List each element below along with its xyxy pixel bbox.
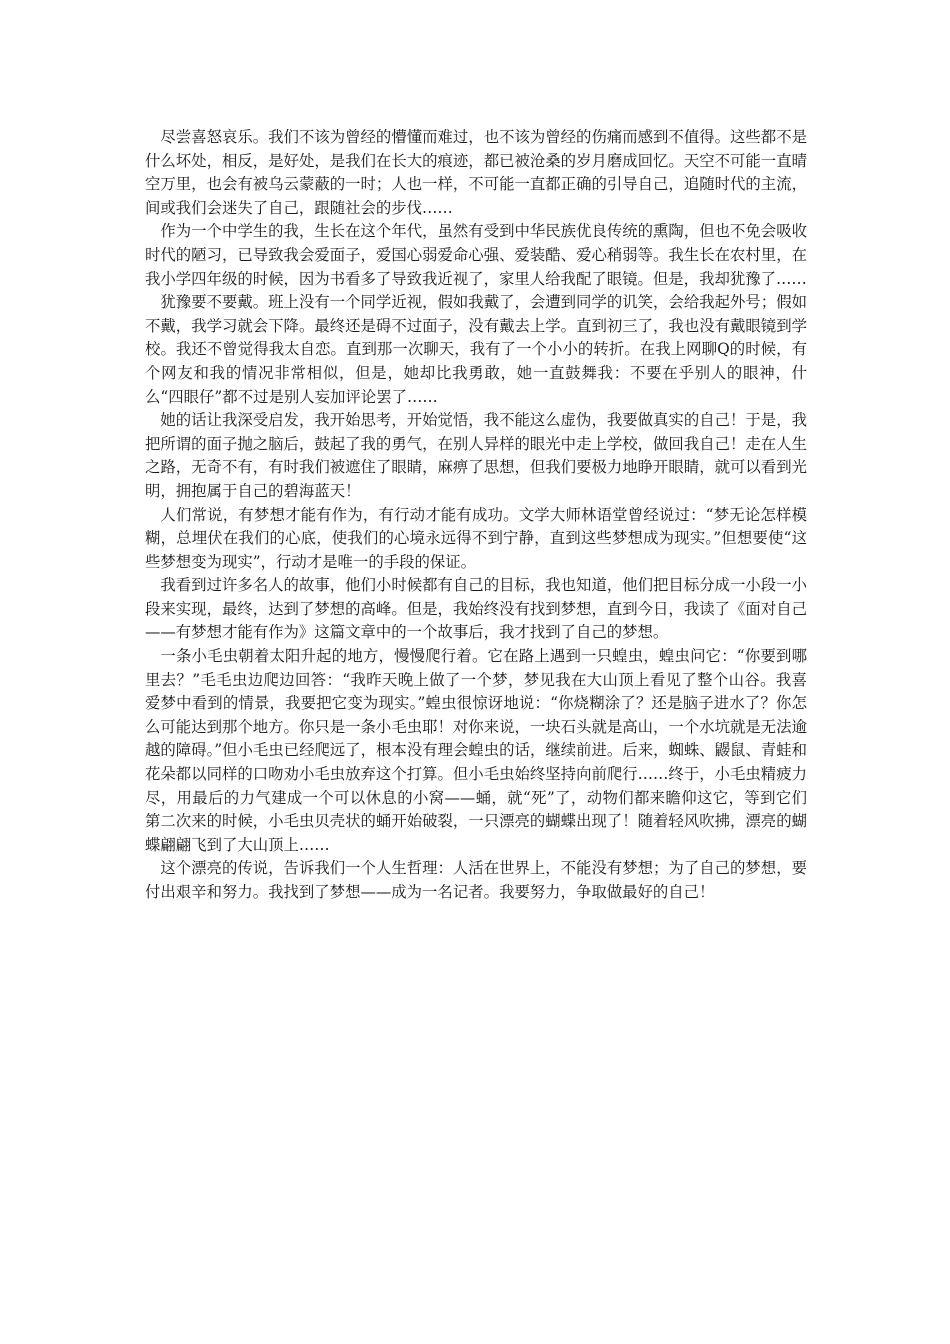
document-body xyxy=(145,126,807,905)
paragraph-3: 犹豫要不要戴。班上没有一个同学近视，假如我戴了，会遭到同学的讥笑，会给我起外号；假如不戴，我学习就会下降。最终还是碍不过面子，没有戴去上学。直到初三了，我也没有戴眼镜到学校。我还不曾觉得我太自恋。直到那一次聊天，我有了一个小小的转折。在我上网聊Q的时候，有个网友和我的情况非常相似，但是，她却比我勇敢，她一直鼓舞我：不要在乎别人的眼神，什么“四眼仔”都不过是别人妄加评论罢了…… xyxy=(145,293,807,406)
paragraph-7: 一条小毛虫朝着太阳升起的地方，慢慢爬行着。它在路上遇到一只蝗虫，蝗虫问它：“你要到哪里去？”毛毛虫边爬边回答：“我昨天晚上做了一个梦，梦见我在大山顶上看见了整个山谷。我喜爱梦中看到的情景，我要把它变为现实。”蝗虫很惊讶地说：“你烧糊涂了？还是脑子进水了？你怎么可能达到那个地方。你只是一条小毛虫耶！对你来说，一块石头就是高山，一个水坑就是无法逾越的障碍。”但小毛虫已经爬远了，根本没有理会蝗虫的话，继续前进。后来，蜘蛛、鼹鼠、青蛙和花朵都以同样的口吻劝小毛虫放弃这个打算。但小毛虫始终坚持向前爬行……终于，小毛虫精疲力尽，用最后的力气建成一个可以休息的小窝——蛹，就“死”了，动物们都来瞻仰这它，等到它们第二次来的时候，小毛虫贝壳状的蛹开始破裂，一只漂亮的蝴蝶出现了！随着轻风吹拂，漂亮的蝴蝶翩翩飞到了大山顶上…… xyxy=(145,647,807,854)
paragraph-6: 我看到过许多名人的故事，他们小时候都有自己的目标，我也知道，他们把目标分成一小段一小段来实现，最终，达到了梦想的高峰。但是，我始终没有找到梦想，直到今日，我读了《面对自己——有梦想才能有作为》这篇文章中的一个故事后，我才找到了自己的梦想。 xyxy=(145,576,807,642)
paragraph-2: 作为一个中学生的我，生长在这个年代，虽然有受到中华民族优良传统的熏陶，但也不免会吸收时代的陋习，已导致我会爱面子，爱国心弱爱命心强、爱装酷、爱心稍弱等。我生长在农村里，在我小学四年级的时候，因为书看多了导致我近视了，家里人给我配了眼镜。但是，我却犹豫了…… xyxy=(145,222,807,288)
paragraph-1: 尽尝喜怒哀乐。我们不该为曾经的懵懂而难过，也不该为曾经的伤痛而感到不值得。这些都不是什么坏处，相反，是好处，是我们在长大的痕迹，都已被沧桑的岁月磨成回忆。天空不可能一直晴空万里，也会有被乌云蒙蔽的一时；人也一样，不可能一直都正确的引导自己，追随时代的主流，间或我们会迷失了自己，跟随社会的步伐…… xyxy=(145,128,807,217)
paragraph-5: 人们常说，有梦想才能有作为，有行动才能有成功。文学大师林语堂曾经说过：“梦无论怎样模糊，总埋伏在我们的心底，使我们的心境永远得不到宁静，直到这些梦想成为现实。”但想要使“这些梦想变为现实”，行动才是唯一的手段的保证。 xyxy=(145,505,807,571)
paragraph-4: 她的话让我深受启发，我开始思考，开始觉悟，我不能这么虚伪，我要做真实的自己！于是，我把所谓的面子抛之脑后，鼓起了我的勇气，在别人异样的眼光中走上学校，做回我自己！走在人生之路，无奇不有，有时我们被遮住了眼睛，麻痹了思想，但我们要极力地睁开眼睛，就可以看到光明，拥抱属于自己的碧海蓝天！ xyxy=(145,411,807,500)
paragraph-8: 这个漂亮的传说，告诉我们一个人生哲理：人活在世界上，不能没有梦想；为了自己的梦想，要付出艰辛和努力。我找到了梦想——成为一名记者。我要努力，争取做最好的自己！ xyxy=(145,859,807,901)
